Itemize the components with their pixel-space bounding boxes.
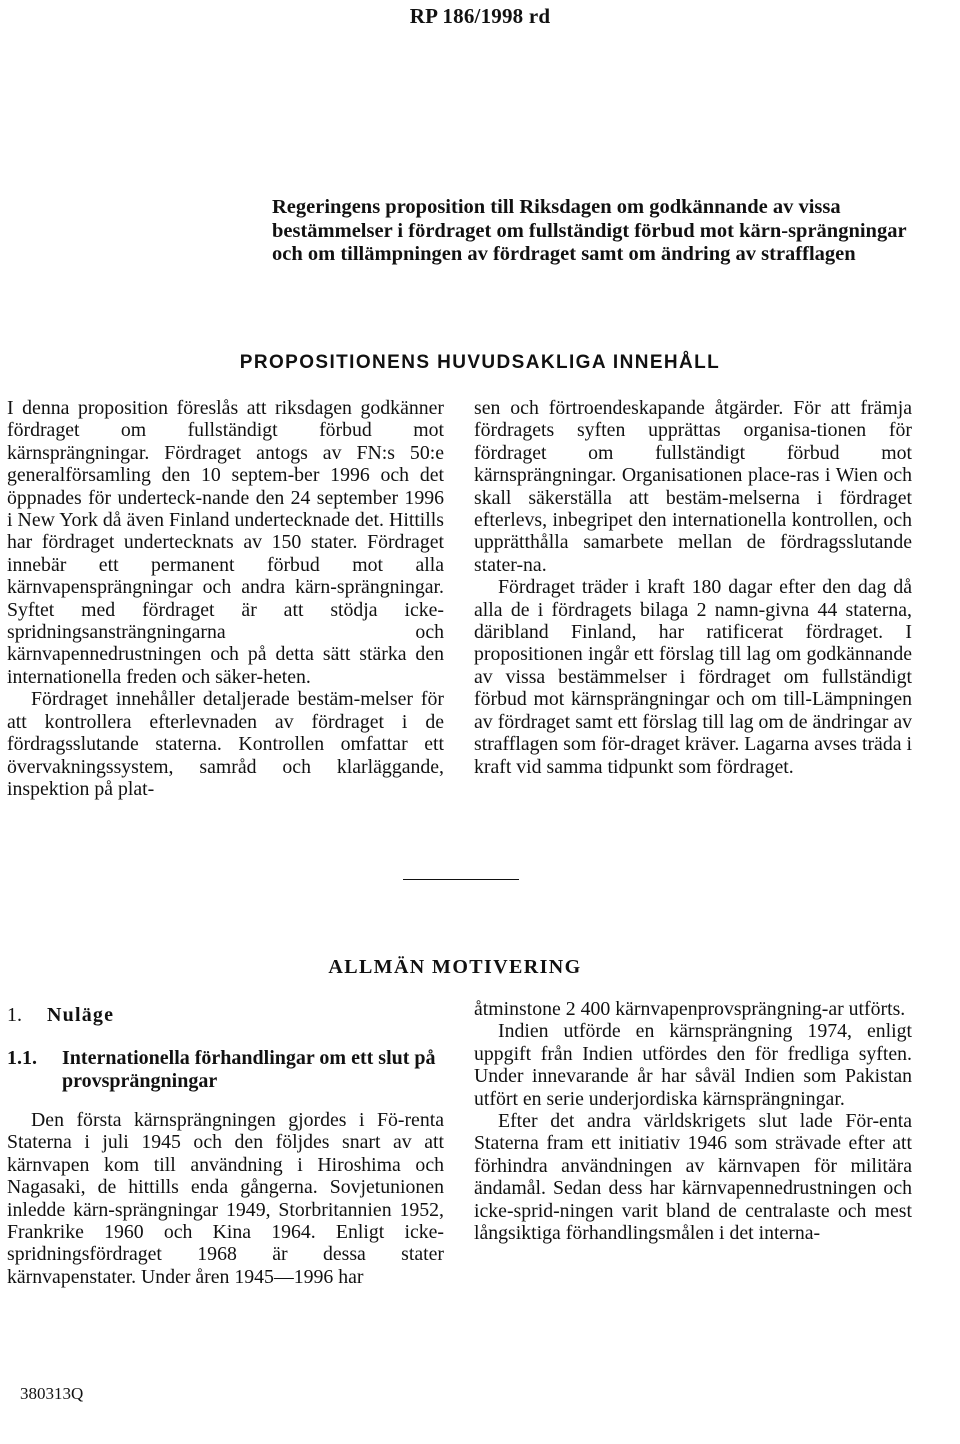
subsection-title: Internationella förhandlingar om ett slut på provsprängningar [62,1047,436,1092]
section-divider [403,879,519,880]
summary-paragraph: Fördraget träder i kraft 180 dagar efter den dag då alla de i fördragets bilaga 2 namn-givna 44 staterna, däribland Finland, har ratificerat fördraget. I propositionen ingår ett förslag till lag om godkännande av vissa bestämmelser i fördraget om fullständigt förbud mot kärnsprängningar och om till-Lämpningen av fördraget samt ett förslag till lag om de ändringar av strafflagen som för-draget kräver. Lagarna avses träda i kraft vid samma tidpunkt som fördraget. [474,576,912,778]
section-title: Nuläge [47,1004,115,1026]
section-heading-nulage [7,1004,407,1027]
motivation-left-column [7,1109,444,1288]
summary-paragraph: I denna proposition föreslås att riksdagen godkänner fördraget om fullständigt förbud mot kärnsprängningar. Fördraget antogs av FN:s 50:e generalförsamling den 10 septem-ber 1996 och det öppnades för underteck-nande den 24 september 1996 i New York då även Finland undertecknade det. Hittills har fördraget undertecknats av 150 stater. Fördraget innebär ett permanent förbud mot alla kärnvapensprängningar och andra kärn-sprängningar. Syftet med fördraget är att stödja icke-spridningsansträngningarna och kärnvapennedrustningen och på detta sätt stärka den internationella freden och säker-heten. [7,397,444,688]
motivation-paragraph: åtminstone 2 400 kärnvapenprovsprängning-ar utförts. [474,998,906,1020]
general-motivation-heading: ALLMÄN MOTIVERING [328,956,582,978]
subsection-heading [7,1047,447,1093]
section-number: 1. [7,1004,22,1026]
motivation-right-column [474,998,912,1244]
summary-left-column [7,397,444,800]
document-code: 380313Q [20,1384,84,1403]
document-id-header: RP 186/1998 rd [409,4,551,28]
summary-heading: PROPOSITIONENS HUVUDSAKLIGA INNEHÅLL [239,352,721,373]
subsection-number: 1.1. [7,1047,37,1069]
summary-right-column [474,397,912,778]
proposition-title: Regeringens proposition till Riksdagen om godkännande av vissa bestämmelser i fördraget om fullständigt förbud mot kärn-sprängningar och om tillämpningen av fördraget samt om ändring av strafflagen [272,196,907,265]
summary-paragraph: Fördraget innehåller detaljerade bestäm-melser för att kontrollera efterlevnaden av fördraget i de fördragsslutande staterna. Kontrollen omfattar ett övervakningssystem, samråd och klarläggande, inspektion på plat- [7,688,444,800]
summary-paragraph: sen och förtroendeskapande åtgärder. För att främja fördragets syften upprättas organisa-tionen för fördraget om fullständigt förbud mot kärnsprängningar. Organisationen place-ras i Wien och skall säkerställa att bestäm-melserna i fördraget efterlevs, inbegripet den internationella kontrollen, och upprätthålla samarbete mellan de fördragsslutande stater-na. [474,397,912,576]
motivation-paragraph: Efter det andra världskrigets slut lade För-enta Staterna fram ett initiativ 1946 som strävade efter att förhindra användningen av kärnvapen för militära ändamål. Sedan dess har kärnvapennedrustningen och icke-sprid-ningen varit bland de centralaste och mest långsiktiga förhandlingsmålen i det interna- [474,1110,912,1245]
motivation-paragraph: Den första kärnsprängningen gjordes i Fö-renta Staterna i juli 1945 och den följdes snart av att kärnvapen kom till användning i Hiroshima och Nagasaki, de hittills enda gångerna. Sovjetunionen inledde kärn-sprängningar 1949, Storbritannien 1952, Frankrike 1960 och Kina 1964. Enligt icke-spridningsfördraget 1968 är dessa stater kärnvapenstater. Under åren 1945—1996 har [7,1109,444,1288]
motivation-paragraph: Indien utförde en kärnsprängning 1974, enligt uppgift från Indien utfördes den för fredliga syften. Under innevarande år har såväl Indien som Pakistan utfört en serie underjordiska kärnsprängningar. [474,1020,912,1110]
